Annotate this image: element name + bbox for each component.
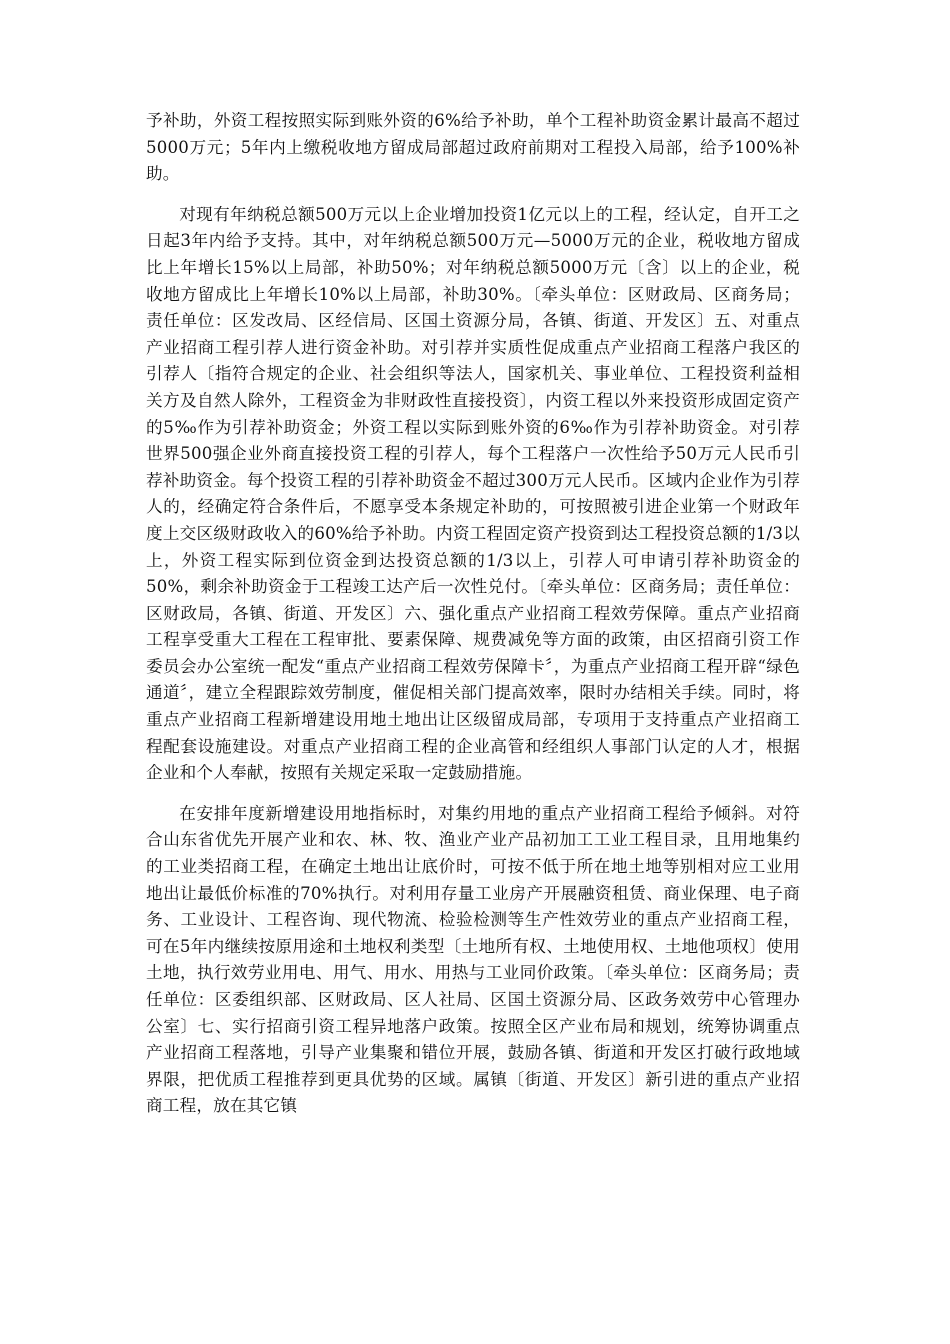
paragraph-2: 对现有年纳税总额500万元以上企业增加投资1亿元以上的工程，经认定，自开工之日起3年内给予支持。其中，对年纳税总额500万元—5000万元的企业，税收地方留成比上年增长15%以上局部，补助50%；对年纳税总额5000万元〔含〕以上的企业，税收地方留成比上年增长10%以上局部，补助30%。〔牵头单位：区财政局、区商务局；责任单位：区发改局、区经信局、区国土资源分局，各镇、街道、开发区〕五、对重点产业招商工程引荐人进行资金补助。对引荐并实质性促成重点产业招商工程落户我区的引荐人〔指符合规定的企业、社会组织等法人，国家机关、事业单位、工程投资利益相关方及自然人除外，工程资金为非财政性直接投资〕，内资工程以外来投资形成固定资产的5‰作为引荐补助资金；外资工程以实际到账外资的6‰作为引荐补助资金。对引荐世界500强企业外商直接投资工程的引荐人，每个工程落户一次性给予50万元人民币引荐补助资金。每个投资工程的引荐补助资金不超过300万元人民币。区域内企业作为引荐人的，经确定符合条件后，不愿享受本条规定补助的，可按照被引进企业第一个财政年度上交区级财政收入的60%给予补助。内资工程固定资产投资到达工程投资总额的1/3以上，外资工程实际到位资金到达投资总额的1/3以上，引荐人可申请引荐补助资金的50%，剩余补助资金于工程竣工达产后一次性兑付。〔牵头单位：区商务局；责任单位：区财政局，各镇、街道、开发区〕六、强化重点产业招商工程效劳保障。重点产业招商工程享受重大工程在工程审批、要素保障、规费减免等方面的政策，由区招商引资工作委员会办公室统一配发“重点产业招商工程效劳保障卡〞，为重点产业招商工程开辟“绿色通道〞，建立全程跟踪效劳制度，催促相关部门提高效率，限时办结相关手续。同时，将重点产业招商工程新增建设用地土地出让区级留成局部，专项用于支持重点产业招商工程配套设施建设。对重点产业招商工程的企业高管和经组织人事部门认定的人才，根据企业和个人奉献，按照有关规定采取一定鼓励措施。 <box>146 204 800 783</box>
paragraph-1: 予补助，外资工程按照实际到账外资的6%给予补助，单个工程补助资金累计最高不超过5000万元；5年内上缴税收地方留成局部超过政府前期对工程投入局部，给予100%补助。 <box>146 111 800 184</box>
document-page <box>146 108 800 1134</box>
paragraph-3: 在安排年度新增建设用地指标时，对集约用地的重点产业招商工程给予倾斜。对符合山东省优先开展产业和农、林、牧、渔业产业产品初加工工业工程目录，且用地集约的工业类招商工程，在确定土地出让底价时，可按不低于所在地土地等别相对应工业用地出让最低价标准的70%执行。对利用存量工业房产开展融资租赁、商业保理、电子商务、工业设计、工程咨询、现代物流、检验检测等生产性效劳业的重点产业招商工程，可在5年内继续按原用途和土地权利类型〔土地所有权、土地使用权、土地他项权〕使用土地，执行效劳业用电、用气、用水、用热与工业同价政策。〔牵头单位：区商务局；责任单位：区委组织部、区财政局、区人社局、区国土资源分局、区政务效劳中心管理办公室〕七、实行招商引资工程异地落户政策。按照全区产业布局和规划，统筹协调重点产业招商工程落地，引导产业集聚和错位开展，鼓励各镇、街道和开发区打破行政地域界限，把优质工程推荐到更具优势的区域。属镇〔街道、开发区〕新引进的重点产业招商工程，放在其它镇 <box>146 803 800 1116</box>
